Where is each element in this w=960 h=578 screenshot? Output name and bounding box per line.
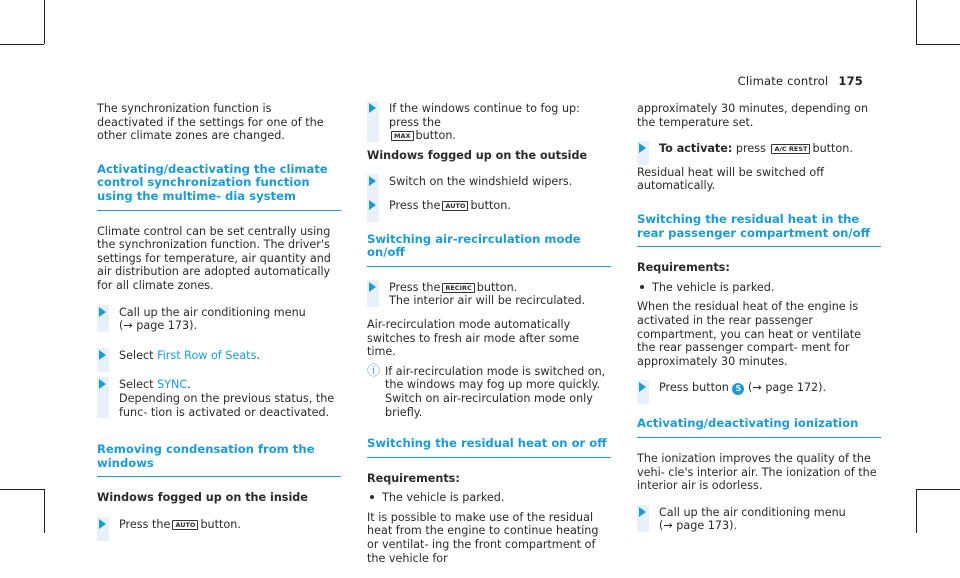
requirement-item: The vehicle is parked. — [367, 491, 611, 505]
column-2 — [367, 102, 611, 578]
crop-mark — [916, 44, 960, 45]
punct: . — [256, 348, 260, 362]
info-note — [367, 365, 611, 419]
crop-mark — [0, 44, 44, 45]
step — [637, 142, 881, 156]
auto-button-icon: AUTO — [172, 520, 198, 530]
step-text: Call up the air conditioning menu — [119, 305, 306, 319]
step-text: Switch on the windshield wipers. — [389, 175, 573, 189]
subheading: Windows fogged up on the outside — [367, 148, 588, 162]
step-arrow-icon — [99, 519, 106, 529]
section-heading: Activating/deactivating ionization — [637, 417, 881, 438]
max-defrost-icon: MAX — [391, 131, 414, 141]
step — [97, 518, 341, 532]
requirement-item: The vehicle is parked. — [637, 281, 881, 295]
step-text: Press the — [119, 517, 171, 531]
step-description: Depending on the previous status, the func- tion is activated or deactivated. — [119, 391, 335, 419]
step-arrow-icon — [99, 350, 106, 360]
step-text: button. — [476, 280, 518, 294]
step-text: press — [732, 142, 766, 156]
column-3 — [637, 102, 881, 543]
crop-mark — [916, 489, 917, 533]
step — [97, 378, 341, 419]
section-title: Climate control — [737, 74, 829, 88]
step-text: Call up the air conditioning menu — [659, 505, 846, 519]
step-arrow-icon — [369, 176, 376, 186]
paragraph: Air-recirculation mode automatically switches to fresh air mode after some time. — [367, 317, 580, 359]
step — [367, 281, 611, 308]
section-heading: Activating/deactivating the climate control synchronization function using the multime- dia system — [97, 163, 341, 211]
crop-mark — [916, 0, 917, 44]
section-heading: Switching the residual heat in the rear passenger compartment on/off — [637, 213, 881, 247]
menu-link-first-row[interactable]: First Row of Seats — [157, 348, 257, 362]
step — [637, 381, 881, 395]
step-description: The interior air will be recirculated. — [389, 294, 586, 308]
column-1 — [97, 102, 341, 541]
page-reference[interactable]: (→ page 172). — [748, 381, 827, 395]
note-text: If air-recirculation mode is switched on, the windows may fog up more quickly. Switch on air-recirculation mode only briefly. — [385, 364, 606, 419]
step — [637, 506, 881, 533]
requirements-label: Requirements: — [367, 471, 460, 485]
section-heading: Removing condensation from the windows — [97, 443, 341, 477]
auto-button-icon: AUTO — [442, 201, 468, 211]
crop-mark — [44, 489, 45, 533]
step-arrow-icon — [639, 143, 646, 153]
info-icon: ⓘ — [367, 363, 381, 379]
step — [367, 102, 611, 143]
step-text: Press button — [659, 381, 729, 395]
crop-mark — [44, 0, 45, 44]
page-reference[interactable]: (→ page 173). — [659, 519, 738, 533]
crop-mark — [0, 489, 44, 490]
step-text: button. — [415, 129, 456, 143]
step — [367, 199, 611, 213]
crop-mark — [916, 489, 960, 490]
step-text: Press the — [389, 198, 441, 212]
paragraph: Climate control can be set centrally using the synchronization function. The driver's settings for temperature, air quantity and air distribution are adopted automatically for all climate zones. — [97, 224, 331, 292]
step-label: To activate: — [659, 142, 733, 156]
step — [97, 349, 341, 363]
step-text: Press the — [389, 280, 441, 294]
step-text: button. — [470, 198, 511, 212]
requirements-label: Requirements: — [637, 261, 730, 275]
step-text: Select — [119, 348, 158, 362]
step-text: If the windows continue to fog up: press the — [389, 102, 580, 129]
step-text: button. — [200, 517, 241, 531]
menu-link-sync[interactable]: SYNC — [157, 378, 188, 392]
punct: . — [187, 378, 191, 392]
step-arrow-icon — [369, 103, 376, 113]
subheading: Windows fogged up on the inside — [97, 491, 308, 505]
step-text: button. — [812, 142, 853, 156]
step-arrow-icon — [639, 507, 646, 517]
paragraph: The synchronization function is deactivated if the settings for one of the other climate zones are changed. — [97, 102, 324, 143]
step-arrow-icon — [369, 200, 376, 210]
step-arrow-icon — [99, 379, 106, 389]
step-text: Select — [119, 378, 158, 392]
step-arrow-icon — [369, 282, 376, 292]
page-header — [738, 75, 863, 89]
page-reference[interactable]: (→ page 173). — [119, 319, 198, 333]
paragraph: approximately 30 minutes, depending on the temperature set. — [637, 102, 869, 129]
paragraph: Residual heat will be switched off automatically. — [637, 165, 824, 193]
recirculation-icon: RECIRC — [442, 283, 474, 293]
section-heading: Switching air-recirculation mode on/off — [367, 233, 611, 267]
step-arrow-icon — [639, 382, 646, 392]
paragraph: When the residual heat of the engine is activated in the rear passenger compartment, you can heat or ventilate the rear passenger compart- ment for approximately 30 minutes. — [637, 300, 862, 368]
callout-number-icon: 5 — [732, 383, 744, 395]
paragraph: It is possible to make use of the residual heat from the engine to continue heating or ventilat- ing the front compartment of the vehicle for — [367, 510, 599, 565]
section-heading: Switching the residual heat on or off — [367, 437, 611, 458]
step — [367, 175, 611, 189]
page-number: 175 — [838, 74, 863, 88]
step — [97, 306, 341, 333]
paragraph: The ionization improves the quality of the vehi- cle's interior air. The ionization of the interior air is odorless. — [637, 451, 877, 493]
step-arrow-icon — [99, 307, 106, 317]
ac-rest-icon: A/C REST — [771, 144, 810, 154]
